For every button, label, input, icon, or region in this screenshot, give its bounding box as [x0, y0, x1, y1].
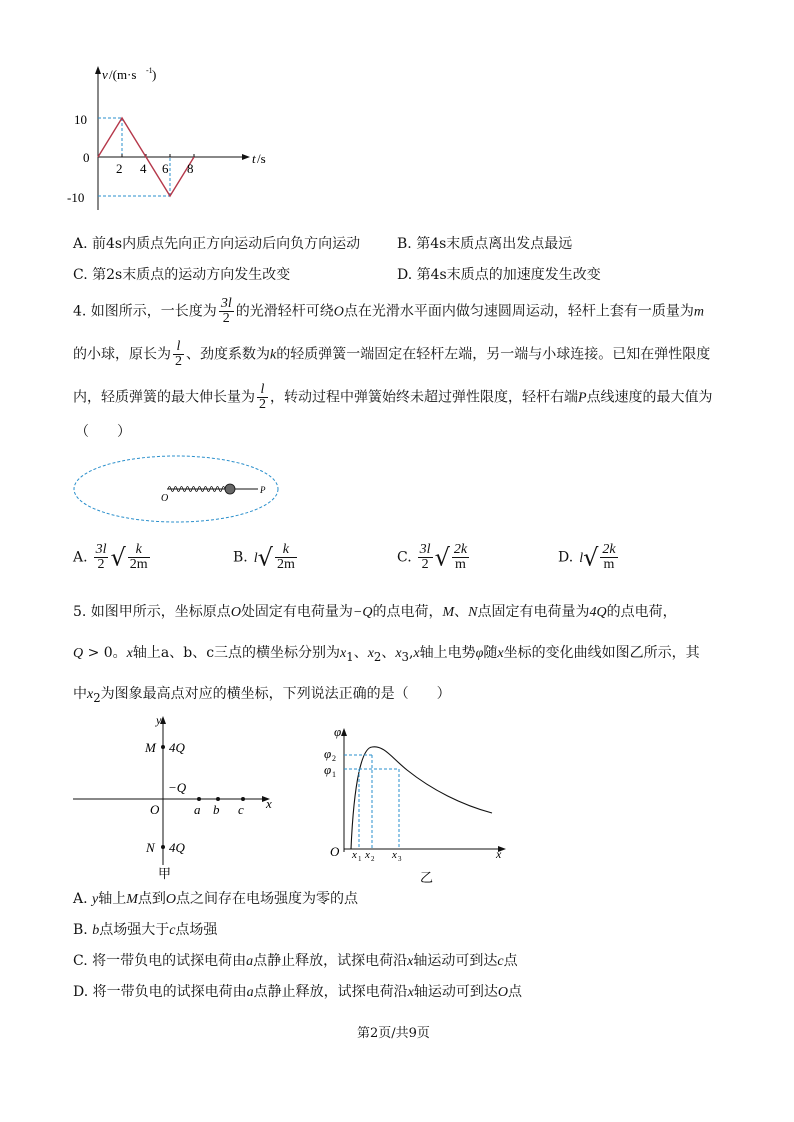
- jia-label-4Q-bottom: 4Q: [169, 840, 185, 855]
- yi-label-x1: x: [352, 849, 357, 861]
- vt-xtick-8: 8: [187, 161, 194, 176]
- vt-ylabel-unit: /(m·s: [109, 67, 137, 82]
- jia-label-x: x: [266, 796, 272, 811]
- jia-label-M: M: [145, 740, 156, 755]
- q4-line1: 4. 如图所示，一长度为 $\frac{3l}{2}$ 的光滑轻杆可绕O点在光滑水平面内做匀速圆周运动，轻杆上套有一质量为m: [73, 296, 704, 326]
- jia-label-negQ: −Q: [168, 780, 187, 795]
- q4-option-b: B. l√ $\frac{k}{2m}$: [233, 542, 295, 572]
- rotating-rod-figure: [72, 453, 282, 525]
- fig-label-P: P: [260, 485, 266, 495]
- yi-label-phi1-sub: 1: [332, 770, 336, 779]
- q4-line3: 内，轻质弹簧的最大伸长量为 $\frac{l}{2}$ ，转动过程中弹簧始终未超过弹性限度，轻杆右端P点线速度的最大值为: [73, 382, 713, 412]
- vt-xlabel-unit: /s: [257, 151, 266, 166]
- vt-ytick-10: 10: [74, 112, 87, 127]
- yi-label-x3: x: [392, 849, 397, 861]
- vt-ylabel-close: ): [152, 67, 157, 82]
- q4-text: 4. 如图所示，一长度为: [73, 303, 217, 320]
- yi-label-x3-sub: 3: [398, 855, 402, 863]
- q4-line2: 的小球，原长为 $\frac{l}{2}$ 、劲度系数为k的轻质弹簧一端固定在轻杆左端，另一端与小球连接。已知在弹性限度: [73, 339, 711, 369]
- yi-label-x2-sub: 2: [371, 855, 375, 863]
- yi-label-x1-sub: 1: [358, 855, 362, 863]
- q5-line3: 中$x_2$为图象最高点对应的横坐标，下列说法正确的是（ ）: [73, 686, 451, 705]
- figure-jia: [70, 710, 280, 885]
- q4-option-d: D. l√ $\frac{2k}{m}$: [558, 542, 616, 572]
- yi-label-O: O: [330, 844, 340, 859]
- yi-label-x: x: [496, 847, 502, 861]
- jia-label-O: O: [150, 802, 160, 817]
- q5-option-c: C. 将一带负电的试探电荷由a点静止释放，试探电荷沿x轴运动可到达c点: [73, 953, 518, 969]
- vt-ytick-neg10: -10: [67, 190, 85, 205]
- fraction-3l-over-2: $\frac{3l}{2}$: [220, 296, 232, 326]
- q5-option-a: A. y轴上M点到O点之间存在电场强度为零的点: [73, 891, 359, 907]
- q5-option-d: D. 将一带负电的试探电荷由a点静止释放，试探电荷沿x轴运动可到达O点: [73, 984, 522, 1000]
- jia-caption: 甲: [158, 866, 172, 881]
- q3-option-b: B. 第4s末质点离出发点最远: [397, 236, 573, 252]
- yi-y-arrow: [341, 728, 347, 736]
- y-axis-arrow: [95, 66, 101, 74]
- vt-xtick-4: 4: [140, 161, 147, 176]
- vt-chart: [67, 60, 280, 215]
- vt-xlabel-t: t: [252, 151, 256, 166]
- yi-label-x2: x: [365, 849, 370, 861]
- point-a: [197, 797, 201, 801]
- q4-option-c: C. $\frac{3l}{2}$ √ $\frac{2k}{m}$: [397, 542, 468, 572]
- q4-option-a: A. $\frac{3l}{2}$ √ $\frac{k}{2m}$: [73, 542, 148, 572]
- point-M: [161, 745, 165, 749]
- yi-label-phi2: φ: [324, 746, 332, 761]
- ball: [225, 484, 235, 494]
- vt-ylabel-v: v: [102, 67, 108, 82]
- q4-answer-paren: （ ）: [75, 424, 131, 440]
- q3-option-c: C. 第2s末质点的运动方向发生改变: [73, 267, 291, 283]
- yi-label-phi2-sub: 2: [332, 754, 336, 763]
- point-c: [241, 797, 245, 801]
- point-N: [161, 845, 165, 849]
- fraction-l-over-2: $\frac{l}{2}$: [259, 382, 266, 412]
- jia-label-b: b: [213, 802, 220, 817]
- jia-label-4Q-top: 4Q: [169, 740, 185, 755]
- vt-ytick-0: 0: [83, 150, 90, 165]
- figure-yi: [322, 720, 522, 885]
- q3-option-a: A. 前4s内质点先向正方向运动后向负方向运动: [73, 236, 361, 252]
- page-number: 第2页/共9页: [357, 1026, 430, 1041]
- point-b: [216, 797, 220, 801]
- spring: [168, 487, 228, 492]
- jia-label-N: N: [146, 840, 155, 855]
- x-axis-arrow: [242, 154, 250, 160]
- q5-line1: 5. 如图甲所示，坐标原点O处固定有电荷量为−Q的点电荷，M、N点固定有电荷量为4Q的点电荷，: [73, 604, 677, 620]
- q3-option-d: D. 第4s末质点的加速度发生改变: [397, 267, 601, 283]
- q5-option-b: B. b点场强大于c点场强: [73, 922, 218, 938]
- yi-label-phi1: φ: [324, 762, 332, 777]
- yi-caption: 乙: [420, 870, 434, 885]
- jia-label-c: c: [238, 802, 244, 817]
- q5-line2: Q > 0。x轴上a、b、c三点的横坐标分别为$x_1$、$x_2$、$x_3,x$轴上电势φ随x坐标的变化曲线如图乙所示，其: [73, 645, 700, 664]
- fraction-l-over-2: $\frac{l}{2}$: [175, 339, 182, 369]
- jia-label-y: y: [156, 713, 162, 727]
- yi-label-phi: φ: [334, 724, 342, 739]
- vt-xtick-6: 6: [162, 161, 169, 176]
- jia-label-a: a: [194, 802, 201, 817]
- vt-ylabel-exp: -1: [146, 66, 153, 75]
- vt-xtick-2: 2: [116, 161, 123, 176]
- fig-label-O: O: [161, 493, 169, 504]
